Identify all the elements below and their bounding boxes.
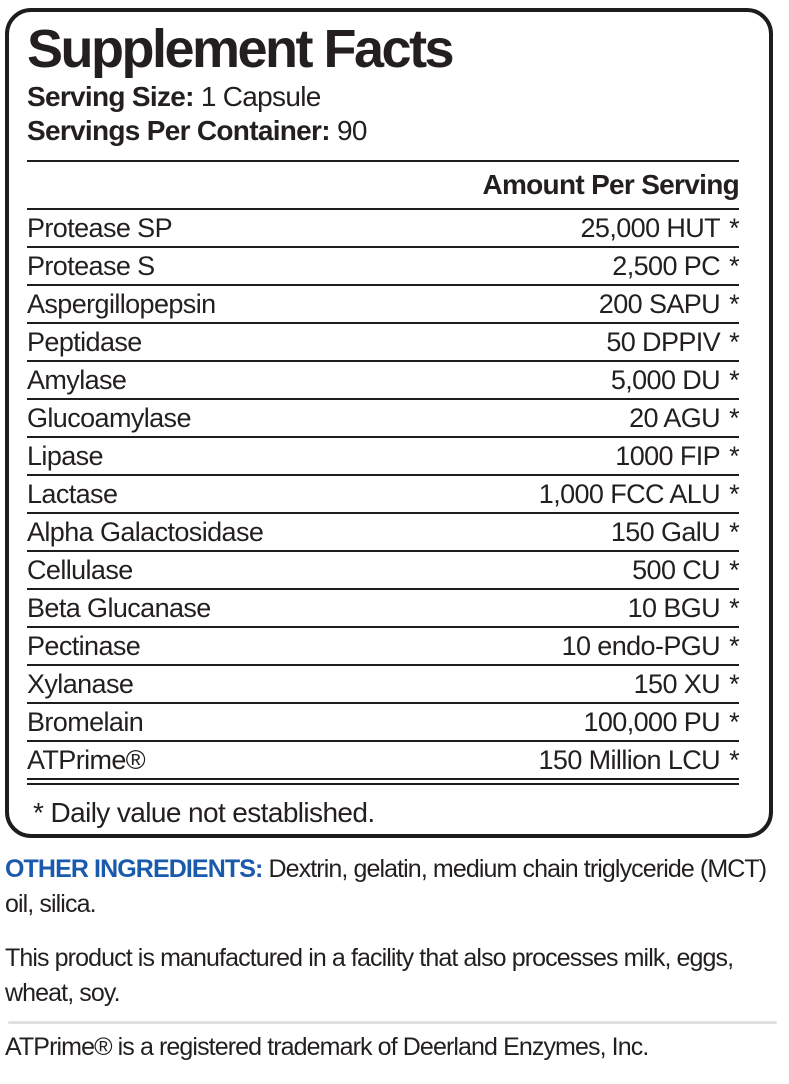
daily-value-asterisk: *	[729, 744, 739, 775]
ingredient-amount: 200 SAPU	[598, 288, 721, 319]
table-row	[27, 742, 739, 778]
table-row	[27, 476, 739, 514]
table-row	[27, 400, 739, 438]
ingredient-amount: 1,000 FCC ALU	[538, 478, 721, 509]
other-ingredients-label: OTHER INGREDIENTS:	[5, 855, 263, 883]
daily-value-asterisk: *	[729, 440, 739, 471]
amount-per-serving-header: Amount Per Serving	[482, 169, 739, 200]
table-row	[27, 324, 739, 362]
table-row	[27, 666, 739, 704]
ingredient-amount: 10 endo-PGU	[561, 630, 721, 661]
ingredient-name: Beta Glucanase	[27, 592, 211, 623]
table-row	[27, 248, 739, 286]
ingredient-amount: 50 DPPIV	[606, 326, 721, 357]
ingredient-amount: 150 GalU	[610, 516, 721, 547]
ingredient-name: Amylase	[27, 364, 127, 395]
supplement-facts-panel	[5, 8, 773, 838]
ingredient-name: ATPrime®	[27, 744, 146, 775]
ingredient-amount: 500 CU	[632, 554, 721, 585]
serving-size-value: 1 Capsule	[200, 81, 321, 112]
daily-value-asterisk: *	[729, 326, 739, 357]
daily-value-asterisk: *	[729, 364, 739, 395]
panel-title: Supplement Facts	[27, 19, 453, 79]
table-row	[27, 286, 739, 324]
ingredient-amount: 1000 FIP	[615, 440, 721, 471]
table-row	[27, 552, 739, 590]
ingredient-amount: 25,000 HUT	[580, 212, 721, 243]
ingredient-name: Aspergillopepsin	[27, 288, 216, 319]
ingredient-amount: 150 XU	[633, 668, 721, 699]
servings-per-container-label: Servings Per Container:	[27, 115, 330, 146]
ingredient-amount: 2,500 PC	[612, 250, 721, 281]
ingredient-name: Pectinase	[27, 630, 141, 661]
daily-value-asterisk: *	[729, 516, 739, 547]
table-row	[27, 704, 739, 742]
daily-value-asterisk: *	[729, 554, 739, 585]
double-divider	[27, 778, 739, 785]
daily-value-asterisk: *	[729, 706, 739, 737]
daily-value-footnote: * Daily value not established.	[33, 797, 375, 828]
table-row	[27, 628, 739, 666]
ingredient-amount: 5,000 DU	[610, 364, 721, 395]
table-row	[27, 438, 739, 476]
servings-per-container-line	[27, 114, 739, 148]
ingredient-amount: 100,000 PU	[583, 706, 721, 737]
table-row	[27, 590, 739, 628]
ingredient-name: Bromelain	[27, 706, 144, 737]
ingredient-name: Cellulase	[27, 554, 133, 585]
table-row	[27, 210, 739, 248]
daily-value-asterisk: *	[729, 630, 739, 661]
ingredient-amount: 10 BGU	[627, 592, 721, 623]
daily-value-asterisk: *	[729, 592, 739, 623]
table-row	[27, 362, 739, 400]
daily-value-asterisk: *	[729, 668, 739, 699]
ingredient-name: Xylanase	[27, 668, 134, 699]
daily-value-asterisk: *	[729, 212, 739, 243]
other-ingredients-paragraph	[5, 852, 787, 922]
ingredient-name: Protease S	[27, 250, 155, 281]
ingredient-name: Lactase	[27, 478, 118, 509]
serving-size-line	[27, 80, 739, 114]
allergen-statement: This product is manufactured in a facility that also processes milk, eggs, wheat, soy.	[5, 944, 734, 1007]
ingredient-name: Lipase	[27, 440, 103, 471]
ingredient-name: Protease SP	[27, 212, 172, 243]
ingredient-amount: 150 Million LCU	[538, 744, 721, 775]
ingredient-name: Peptidase	[27, 326, 142, 357]
facts-rows	[27, 210, 739, 778]
serving-size-label: Serving Size:	[27, 81, 194, 112]
daily-value-asterisk: *	[729, 250, 739, 281]
trademark-statement: ATPrime® is a registered trademark of Deerland Enzymes, Inc.	[5, 1033, 649, 1061]
servings-per-container-value: 90	[336, 115, 367, 146]
footer-text	[5, 852, 787, 1084]
daily-value-asterisk: *	[729, 288, 739, 319]
table-row	[27, 514, 739, 552]
other-ingredients-text: Dextrin, gelatin, medium chain triglyceride (MCT) oil, silica.	[5, 855, 767, 918]
ingredient-amount: 20 AGU	[629, 402, 721, 433]
daily-value-asterisk: *	[729, 478, 739, 509]
daily-value-asterisk: *	[729, 402, 739, 433]
ingredient-name: Glucoamylase	[27, 402, 191, 433]
ingredient-name: Alpha Galactosidase	[27, 516, 264, 547]
